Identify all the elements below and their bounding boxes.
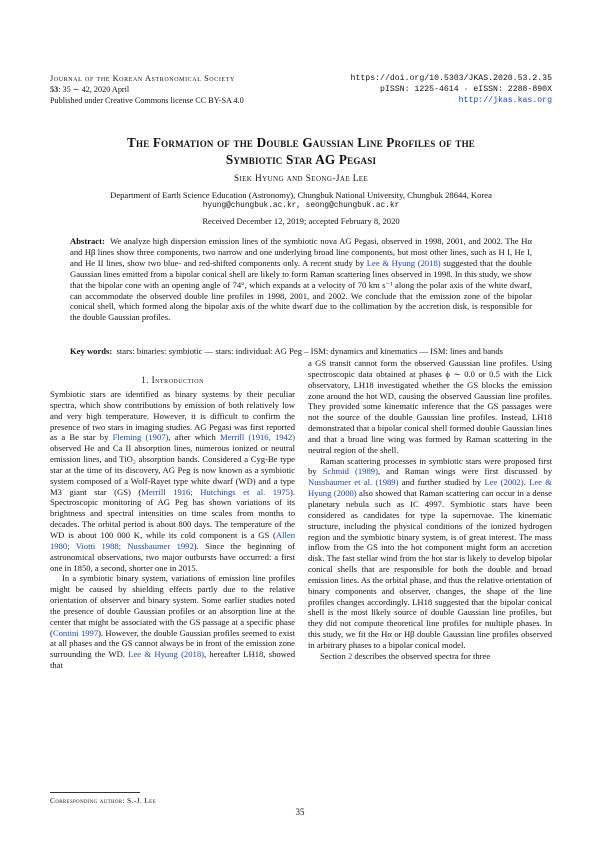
text-span: Section — [320, 650, 348, 661]
text-span: Symbiotic stars are identified as binary systems by their peculiar spectra, which show contributions by emission of both relatively low and very high temperature. However, it is difficult to confirm the presence of two stars in imaging studies. AG Pegasi was first reported as a Be star by — [50, 389, 295, 443]
abstract-label: Abstract: — [70, 236, 105, 246]
text-span: , hereafter LH18, showed that — [50, 649, 295, 671]
affiliation-text: Department of Earth Science Education (Astronomy), Chungbuk National University, Chungbuk 28644, Korea — [110, 190, 492, 200]
volume-number: 53 — [50, 85, 59, 94]
paper-title — [50, 134, 552, 168]
paragraph — [308, 651, 552, 662]
journal-site-link[interactable]: http://jkas.kas.org — [458, 96, 552, 105]
citation-link[interactable]: Lee & Hyung (2018) — [128, 649, 204, 660]
abstract-text-2: suggested that the double Gaussian lines emitted from a bipolar conical shell are likely to form Raman scattering lines observed in 1998. In this study, we show that the bipolar cone with an opening angle of 74°, which expands at a velocity of 70 km s⁻¹ along the polar axis of the white dwarf, can accommodate the observed double line profiles in 1998, 2001, and 2002. We conclude that the emission zone of the bipolar conical shell, which formed along the bipolar axis of the white dwarf due to the collimation by the accretion disk, is responsible for the double Gaussian profiles. — [70, 257, 532, 323]
keywords-text: stars: binaries: symbiotic — stars: individual: AG Peg – ISM: dynamics and kinematics — ISM: lines and bands — [116, 346, 503, 356]
text-span: ). Since the beginning of astronomical observations, two major outbursts have occurred: a first one in 1850, a second, shorter one in 2015. — [50, 540, 295, 573]
corresponding-author: Corresponding author: S.-J. Lee — [50, 796, 156, 805]
text-span: , after which — [168, 432, 220, 443]
section-heading: 1. Introduction — [141, 375, 204, 385]
text-span: also showed that Raman scattering can occur in a dense planetary nebula such as IC 4997. Symbiotic stars have been considered as candidates for type Ia supernovae. The kinematic structure, including the physical conditions of the ionized hydrogen region and the symbiotic binary system, is of great interest. The mass inflow from the GS into the hot component might form an accretion disk. The fast stellar wind from the hot star is likely to develop bipolar conical shells that are responsible for both the double and broad emission lines. As the orbital phase, and thus the relative orientation of binary components and observer, changes, the shape of the line profiles changes accordingly. LH18 suggested that the bipolar conical shell is the most likely source of double Gaussian line profiles, but they did not compute theoretical line profiles for multiple phases. In this study, we fit the Hα or Hβ double Gaussian line profiles observed in arbitrary phases to a bipolar conical model. — [308, 488, 552, 650]
volume-pages: : 35 ∼ 42, 2020 April — [58, 85, 130, 94]
text-span: describes the observed spectra for three — [352, 650, 491, 661]
license-line: Published under Creative Commons license CC BY-SA 4.0 — [50, 96, 244, 105]
text-span: In a symbiotic binary system, variations of emission line profiles might be caused by shielding effects partly due to the relative orientation of observer and binary system. Some earlier studies noted the presence of double Gaussian profiles or an absorption line at the center that might be associated with the GS passage at a specific phase ( — [50, 573, 295, 638]
received-dates: Received December 12, 2019; accepted February 8, 2020 — [202, 216, 400, 226]
affiliation — [50, 190, 552, 212]
text-span: ). However, the double Gaussian profiles seemed to exist at all phases and the GS cannot always be in front of the emission zone surrounding the WD. — [50, 627, 296, 660]
paragraph — [50, 389, 295, 573]
citation-link[interactable]: Fleming (1907) — [112, 432, 169, 443]
paragraph — [50, 573, 295, 671]
footnote-rule — [50, 792, 140, 793]
issn-line: pISSN: 1225-4614 · eISSN: 2288-890X — [380, 85, 552, 94]
paragraph: a GS transit cannot form the observed Gaussian line profiles. Using spectroscopic data obtained at phases ϕ ∼ 0.0 or 0.5 with the Lick observatory, LH18 investigated whether the GS blocks the emission zone around the hot WD, causing the observed Gaussian line profiles. They provided some kinematic inference that the GS passages were not the source of the double Gaussian line profiles. Instead, LH18 demonstrated that a bipolar conical shell formed double Gaussian lines and that a broad line wing was formed by Raman scattering in the neutral region of the shell. — [308, 358, 552, 455]
text-span: and further studied by — [398, 477, 485, 488]
volume-line — [50, 84, 244, 95]
abstract-text-1: We analyze high dispersion emission lines of the symbiotic nova AG Pegasi, observed in 1998, 2001, and 2002. The Hα and Hβ lines show three components, two narrow and one underlying broad line components, but most other lines, such as H I, He I, and He II lines, show two blue- and red-shifted components only. A recent study by — [70, 236, 532, 268]
citation-link[interactable]: Contini 1997 — [52, 627, 99, 638]
title-line-2: Symbiotic Star AG Pegasi — [225, 152, 377, 167]
citation-link[interactable]: Schmid (1989) — [322, 466, 378, 477]
citation-link[interactable]: Lee & Hyung (2018) — [366, 257, 441, 268]
citation-link[interactable]: Lee (2002) — [484, 477, 524, 488]
text-span: . — [523, 477, 530, 488]
journal-header — [50, 73, 244, 106]
citation-link[interactable]: Nussbaumer et al. (1989) — [308, 477, 399, 488]
paragraph — [308, 456, 552, 651]
citation-link[interactable]: Merrill 1916; Hutchings et al. 1975 — [141, 486, 290, 497]
text-span: ). Spectroscopic monitoring of AG Peg has shown variations of its brightness and spectral intensities on time scales from months to decades. The orbital period is about 800 days. The temperature of the WD is about 100 000 K, while its cold component is a GS ( — [50, 486, 295, 540]
keywords — [70, 346, 532, 357]
keywords-label: Key words: — [70, 346, 113, 356]
author-list: Siek Hyung and Seong-Jae Lee — [233, 174, 369, 184]
author-emails[interactable]: hyung@chungbuk.ac.kr, seong@chungbuk.ac.kr — [202, 202, 400, 210]
abstract — [70, 236, 532, 323]
body-column-left — [50, 389, 295, 671]
doi-link[interactable]: https://doi.org/10.5303/JKAS.2020.53.2.35 — [350, 74, 552, 83]
section-link[interactable]: 2 — [347, 650, 353, 661]
text-span: Raman scattering processes in symbiotic stars were proposed first by — [308, 455, 552, 477]
page-number: 35 — [295, 807, 305, 817]
body-column-right — [308, 358, 552, 662]
journal-name: Journal of the Korean Astronomical Society — [50, 74, 235, 83]
text-span: , and Raman wings were first discussed by — [377, 466, 552, 477]
citation-link[interactable]: Lee & Hyung (2000) — [308, 477, 552, 499]
citation-link[interactable]: Allen 1980; Viotti 1988; Nussbaumer 1992 — [50, 529, 295, 551]
text-span: observed He and Ca II absorption lines, numerous ionized or neutral emission lines, and TiO₂ absorption bands. Considered a Cyg-Be type star at the time of its discovery, AG Peg is now known as a symbiotic system composed of a Wolf-Rayet type white dwarf (WD) and a type M3 giant star (GS) ( — [50, 443, 295, 497]
citation-link[interactable]: Merrill (1916, 1942) — [219, 432, 295, 443]
title-line-1: The Formation of the Double Gaussian Line Profiles of the — [127, 135, 475, 150]
journal-ids — [351, 73, 552, 106]
